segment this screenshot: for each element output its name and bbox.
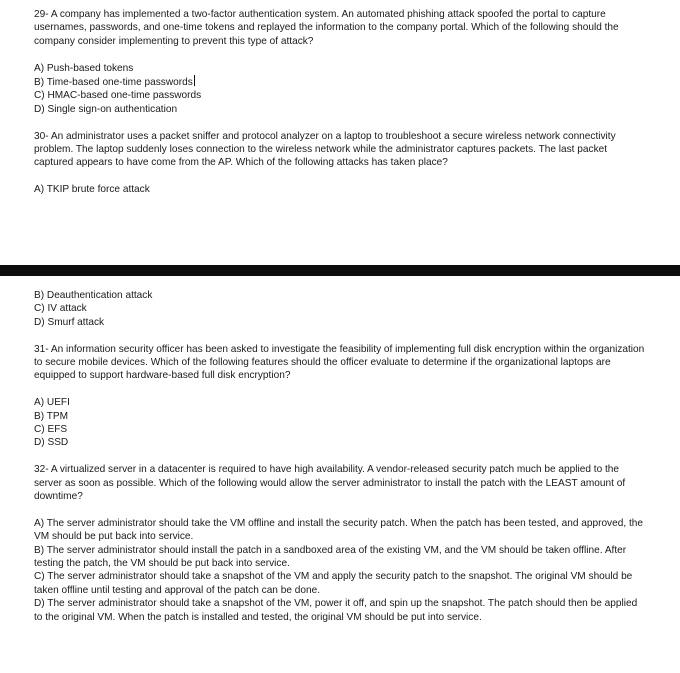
question-30-option-d: D) Smurf attack xyxy=(34,316,105,328)
question-30-option-b: B) Deauthentication attack xyxy=(34,290,153,301)
question-31-options xyxy=(34,396,646,450)
question-30-option-a: A) TKIP brute force attack xyxy=(34,184,150,196)
question-32-text: 32- A virtualized server in a datacenter is required to have high availability. A vendor-released security patch much be applied to the server as soon as possible. Which of the following would allow the server administrator to install the patch with the LEAST amount of downtime? xyxy=(34,464,626,503)
question-31-option-a: A) UEFI xyxy=(34,397,70,409)
question-30-options xyxy=(34,183,646,196)
question-32-option-a: A) The server administrator should take the VM offline and install the security patch. When the patch has been tested, and approved, the VM should be put back into service. xyxy=(34,517,643,543)
question-29-options xyxy=(34,62,646,117)
question-32-options xyxy=(34,517,646,624)
question-30-options-continued xyxy=(34,289,646,329)
question-29-text: 29- A company has implemented a two-factor authentication system. An automated phishing attack spoofed the portal to capture usernames, passwords, and one-time tokens and replayed the information to the company portal. Which of the following should the company consider implementing to prevent this type of attack? xyxy=(34,9,619,47)
question-31-option-c: C) EFS xyxy=(34,424,68,436)
question-29-option-c: C) HMAC-based one-time passwords xyxy=(34,90,202,102)
question-32-option-b: B) The server administrator should install the patch in a sandboxed area of the existing VM, and the VM should be taken offline. After testing the patch, the VM should be put back into service. xyxy=(34,544,627,570)
question-30-option-c: C) IV attack xyxy=(34,303,87,315)
question-30-text: 30- An administrator uses a packet sniffer and protocol analyzer on a laptop to troubleshoot a secure wireless network connectivity problem. The laptop suddenly loses connection to the wireless network while the administrator captures packets. The last packet captured appears to have come from the AP. Which of the following attacks has taken place? xyxy=(34,130,616,169)
question-29-option-b: B) Time-based one-time passwords xyxy=(34,77,193,89)
question-29-option-d: D) Single sign-on authentication xyxy=(34,103,178,115)
document-page-top xyxy=(34,8,646,210)
question-31-text: 31- An information security officer has been asked to investigate the feasibility of implementing full disk encryption within the organization to secure mobile devices. Which of the following features should the officer evaluate to determine if the organizational laptops are equipped to support hardware-based full disk encryption? xyxy=(34,343,645,382)
question-31-option-d: D) SSD xyxy=(34,437,69,449)
question-32-option-d: D) The server administrator should take a snapshot of the VM, power it off, and spin up the snapshot. The patch should then be applied to the original VM. When the patch is installed and tested, the original VM should be put into service. xyxy=(34,598,638,623)
question-29-option-b-line xyxy=(34,75,646,89)
question-32-option-c: C) The server administrator should take a snapshot of the VM and apply the security patch to the snapshot. The original VM should be taken offline until testing and approval of the patch can be done. xyxy=(34,571,633,596)
document-page-bottom xyxy=(34,289,646,637)
text-cursor xyxy=(194,75,195,86)
question-31-option-b: B) TPM xyxy=(34,410,69,422)
page-break-divider xyxy=(0,265,680,276)
question-29-option-a: A) Push-based tokens xyxy=(34,62,134,74)
